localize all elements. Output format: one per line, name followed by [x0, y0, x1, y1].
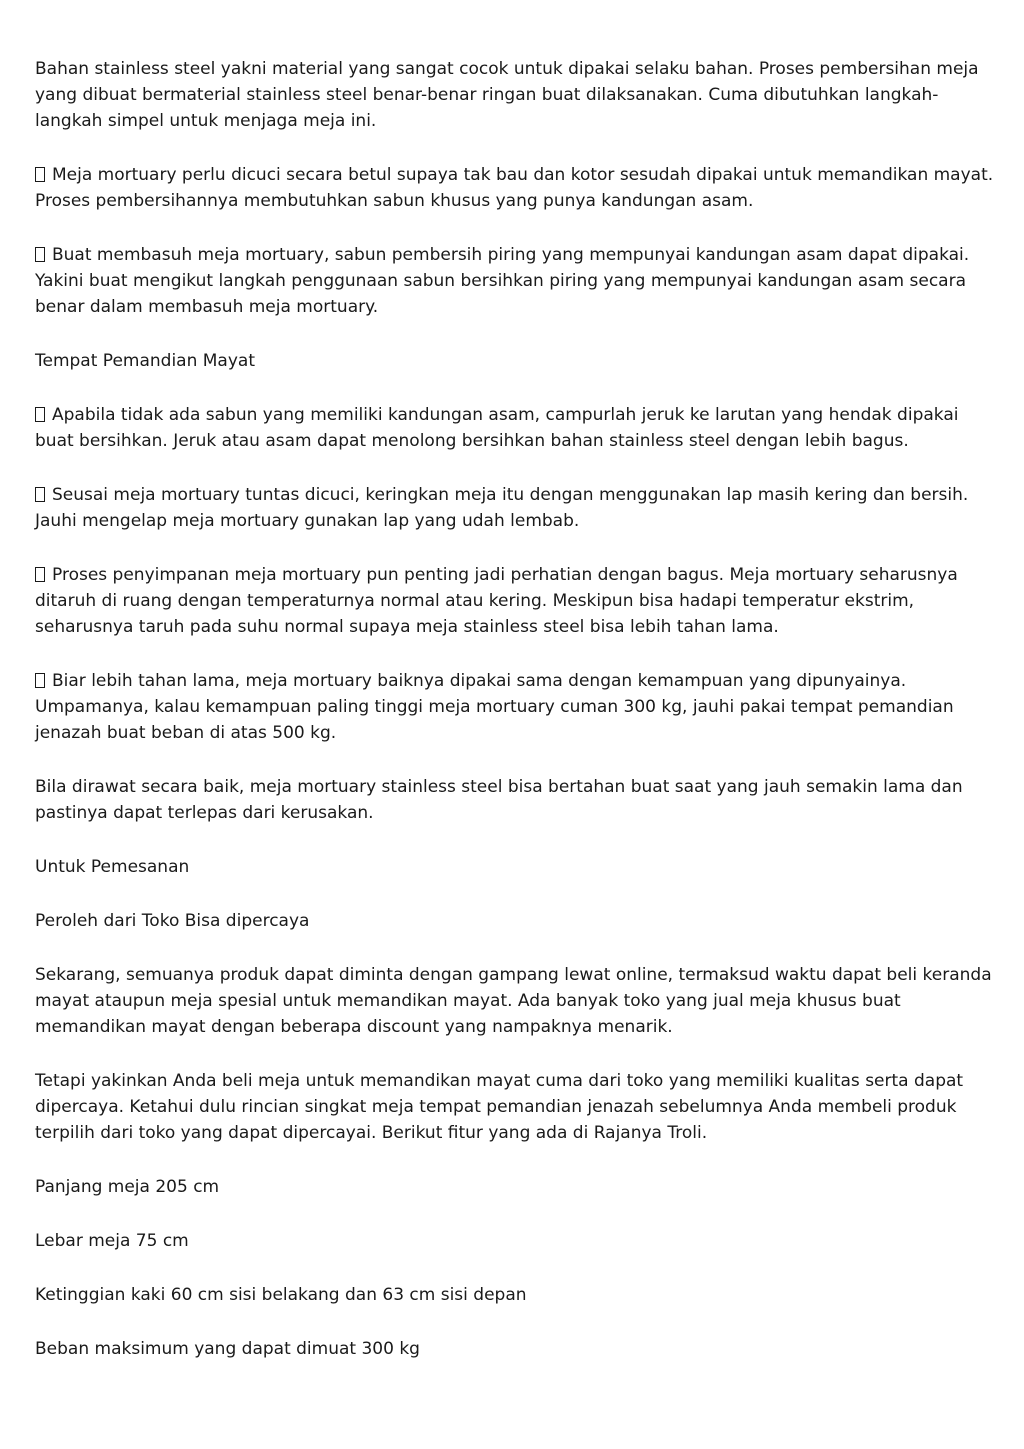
missing-glyph-box-icon — [35, 247, 45, 262]
paragraph-online-shopping — [35, 962, 995, 1040]
heading-text: Peroleh dari Toko Bisa dipercaya — [35, 911, 310, 931]
section-heading-toko — [35, 908, 995, 934]
paragraph-trusted-store — [35, 1068, 995, 1146]
heading-text: Tempat Pemandian Mayat — [35, 351, 255, 371]
paragraph-text: Buat membasuh meja mortuary, sabun pembersih piring yang mempunyai kandungan asam dapat dipakai. Yakini buat mengikut langkah penggunaan sabun bersihkan piring yang mempunyai kandungan asam secara benar dalam membasuh meja mortuary. — [35, 245, 970, 317]
paragraph-capacity-tip — [35, 668, 995, 746]
paragraph-soap-tip — [35, 242, 995, 320]
heading-text: Untuk Pemesanan — [35, 857, 190, 877]
missing-glyph-box-icon — [35, 167, 45, 182]
missing-glyph-box-icon — [35, 407, 45, 422]
paragraph-citrus-tip — [35, 402, 995, 454]
spec-text: Ketinggian kaki 60 cm sisi belakang dan 63 cm sisi depan — [35, 1285, 527, 1305]
missing-glyph-box-icon — [35, 673, 45, 688]
paragraph-text: Proses penyimpanan meja mortuary pun penting jadi perhatian dengan bagus. Meja mortuary seharusnya ditaruh di ruang dengan temperaturnya normal atau kering. Meskipun bisa hadapi temperatur ekstrim, seharusnya taruh pada suhu normal supaya meja stainless steel bisa lebih tahan lama. — [35, 565, 958, 637]
paragraph-washing-tip — [35, 162, 995, 214]
paragraph-text: Bila dirawat secara baik, meja mortuary stainless steel bisa bertahan buat saat yang jauh semakin lama dan pastinya dapat terlepas dari kerusakan. — [35, 777, 963, 823]
paragraph-intro — [35, 56, 995, 134]
paragraph-storage-tip — [35, 562, 995, 640]
paragraph-text: Meja mortuary perlu dicuci secara betul supaya tak bau dan kotor sesudah dipakai untuk memandikan mayat. Proses pembersihannya membutuhkan sabun khusus yang punya kandungan asam. — [35, 165, 994, 211]
paragraph-text: Bahan stainless steel yakni material yang sangat cocok untuk dipakai selaku bahan. Proses pembersihan meja yang dibuat bermaterial stainless steel benar-benar ringan buat dilaksanakan. Cuma dibutuhkan langkah-langkah simpel untuk menjaga meja ini. — [35, 59, 979, 131]
spec-leg-height — [35, 1282, 995, 1308]
paragraph-text: Tetapi yakinkan Anda beli meja untuk memandikan mayat cuma dari toko yang memiliki kualitas serta dapat dipercaya. Ketahui dulu rincian singkat meja tempat pemandian jenazah sebelumnya Anda membeli produk terpilih dari toko yang dapat dipercayai. Berikut fitur yang ada di Rajanya Troli. — [35, 1071, 964, 1143]
document-page — [35, 56, 995, 1390]
paragraph-text: Apabila tidak ada sabun yang memiliki kandungan asam, campurlah jeruk ke larutan yang hendak dipakai buat bersihkan. Jeruk atau asam dapat menolong bersihkan bahan stainless steel dengan lebih bagus. — [35, 405, 959, 451]
spec-max-load — [35, 1336, 995, 1362]
section-heading-tempat-pemandian — [35, 348, 995, 374]
section-heading-pemesanan — [35, 854, 995, 880]
spec-width — [35, 1228, 995, 1254]
paragraph-text: Biar lebih tahan lama, meja mortuary baiknya dipakai sama dengan kemampuan yang dipunyainya. Umpamanya, kalau kemampuan paling tinggi meja mortuary cuman 300 kg, jauhi pakai tempat pemandian jenazah buat beban di atas 500 kg. — [35, 671, 954, 743]
paragraph-conclusion — [35, 774, 995, 826]
missing-glyph-box-icon — [35, 487, 45, 502]
spec-text: Lebar meja 75 cm — [35, 1231, 189, 1251]
paragraph-text: Seusai meja mortuary tuntas dicuci, keringkan meja itu dengan menggunakan lap masih kering dan bersih. Jauhi mengelap meja mortuary gunakan lap yang udah lembab. — [35, 485, 969, 531]
paragraph-text: Sekarang, semuanya produk dapat diminta dengan gampang lewat online, termaksud waktu dapat beli keranda mayat ataupun meja spesial untuk memandikan mayat. Ada banyak toko yang jual meja khusus buat memandikan mayat dengan beberapa discount yang nampaknya menarik. — [35, 965, 992, 1037]
spec-text: Panjang meja 205 cm — [35, 1177, 220, 1197]
spec-length — [35, 1174, 995, 1200]
paragraph-drying-tip — [35, 482, 995, 534]
spec-text: Beban maksimum yang dapat dimuat 300 kg — [35, 1339, 420, 1359]
missing-glyph-box-icon — [35, 567, 45, 582]
